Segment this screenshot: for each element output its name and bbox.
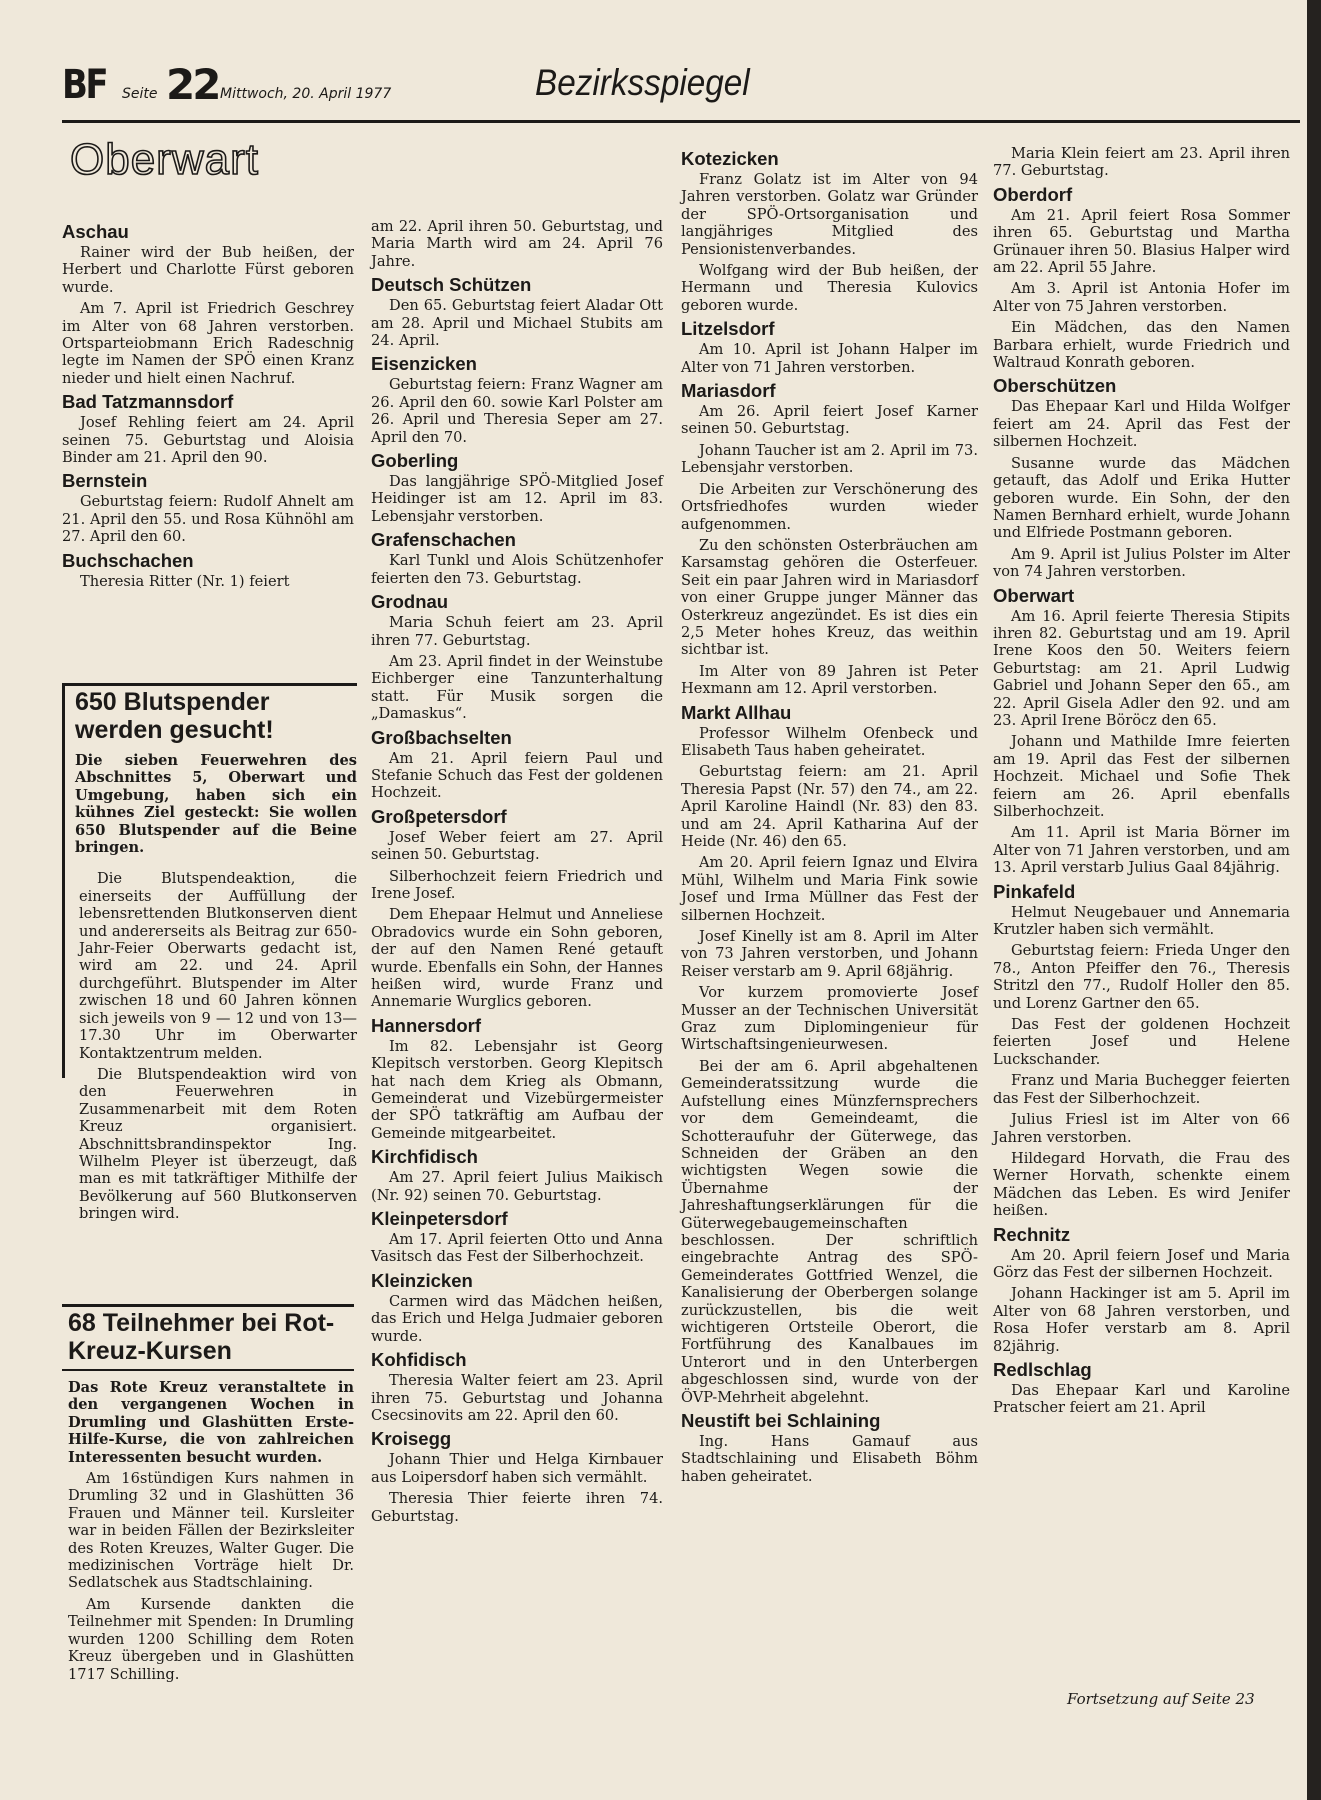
place-heading: Großpetersdorf — [371, 805, 507, 827]
news-paragraph: Am 16. April feierte Theresia Stipits ihren 82. Geburtstag und am 19. April Irene Koos den 50. Weiters feiern Geburtstag: am 21. April Ludwig Gabriel und Johann Seper den 65., am 22. April Gisela Adler den 92. und am 23. April Irene Böröcz den 65. — [993, 607, 1290, 729]
news-paragraph: Carmen wird das Mädchen heißen, das Erich und Helga Judmaier geboren wurde. — [371, 1292, 663, 1345]
news-paragraph: Im 82. Lebensjahr ist Georg Klepitsch verstorben. Georg Klepitsch hat nach dem Krieg als Obmann, Gemeinderat und Vizebürgermeister der SPÖ tatkräftig am Aufbau der Gemeinde mitgearbeitet. — [371, 1037, 663, 1142]
news-paragraph: Am 20. April feiern Ignaz und Elvira Mühl, Wilhelm und Maria Fink sowie Josef und Irma Müllner das Fest der silbernen Hochzeit. — [681, 854, 978, 924]
place-heading: Oberschützen — [993, 375, 1117, 397]
place-heading: Kleinzicken — [371, 1269, 473, 1291]
news-paragraph: Susanne wurde das Mädchen getauft, das Adolf und Erika Hutter geboren wurde. Ein Sohn, der den Namen Bernhard erhielt, wurde Johann und Elfriede Postmann geboren. — [993, 454, 1290, 542]
news-paragraph: Geburtstag feiern: Rudolf Ahnelt am 21. April den 55. und Rosa Kühnöhl am 27. April den 60. — [62, 493, 354, 546]
place-heading: Bad Tatzmannsdorf — [62, 391, 234, 413]
news-paragraph: Bei der am 6. April abgehaltenen Gemeinderatssitzung wurde die Aufstellung eines Münzfernsprechers vor dem Gemeindeamt, die Schotteraufuhr der Güterwege, das Schneiden der Gräben an den wichtigsten Wegen sowie die Übernahme der Jahreshaftungserklärungen für die Güterwegebaugemeinschaften beschlossen. Der schriftlich eingebrachte Antrag des SPÖ-Gemeinderates Gottfried Wenzel, die Kanalisierung der Oberbergen solange zurückzustellen, bis die weit wichtigeren Ortsteile Oberort, die Fortführung des Kanalbaues im Unterort und in den Unterbergen abgeschlossen sind, wurde von der ÖVP-Mehrheit abgelehnt. — [681, 1057, 978, 1406]
place-heading: Kroisegg — [371, 1428, 452, 1450]
blood-donor-box — [62, 683, 357, 1223]
news-paragraph: Am 17. April feierten Otto und Anna Vasitsch das Fest der Silberhochzeit. — [371, 1231, 663, 1266]
box-lead: Die sieben Feuerwehren des Abschnittes 5, Oberwart und Umgebung, haben sich ein kühnes Ziel gesteckt: Sie wollen 650 Blutspender auf die Beine bringen. — [75, 752, 357, 857]
news-paragraph: Die Blutspendeaktion, die einerseits der Auffüllung der lebensrettenden Blutkonserven dient und andererseits als Beitrag zur 650-Jahr-Feier Oberwarts gedacht ist, wird am 22. und 24. April durchgeführt. Blutspender im Alter zwischen 18 und 60 Jahren können sich jeweils von 9 — 12 und von 13—17.30 Uhr im Oberwarter Kontaktzentrum melden. — [79, 870, 357, 1062]
news-paragraph: Johann und Mathilde Imre feierten am 19. April das Fest der silbernen Hochzeit. Michael und Sofie Thek feiern am 26. April ebenfalls Silberhochzeit. — [993, 733, 1290, 820]
continuation-note: Fortsetzung auf Seite 23 — [1067, 1690, 1255, 1708]
place-heading: Oberwart — [993, 584, 1075, 606]
news-paragraph: Das Fest der goldenen Hochzeit feierten Josef und Helene Luckschander. — [993, 1016, 1290, 1068]
place-heading: Litzelsdorf — [681, 318, 775, 340]
column-3 — [681, 145, 978, 1489]
news-paragraph: Am 21. April feiern Paul und Stefanie Schuch das Fest der goldenen Hochzeit. — [371, 749, 663, 802]
news-paragraph: Franz und Maria Buchegger feierten das Fest der Silberhochzeit. — [993, 1072, 1290, 1107]
news-paragraph: Geburtstag feiern: am 21. April Theresia Papst (Nr. 57) den 74., am 22. April Karoline Haindl (Nr. 83) den 83. und am 24. April Katharina Auf der Heide (Nr. 46) den 65. — [681, 763, 978, 850]
news-paragraph: Am 26. April feiert Josef Karner seinen 50. Geburtstag. — [681, 403, 978, 438]
news-paragraph: Am 21. April feiert Rosa Sommer ihren 65. Geburtstag und Martha Grünauer ihren 50. Blasius Halper wird am 22. April 55 Jahre. — [993, 206, 1290, 277]
news-paragraph: Johann Thier und Helga Kirnbauer aus Loipersdorf haben sich vermählt. — [371, 1451, 663, 1486]
place-heading: Redlschlag — [993, 1358, 1092, 1380]
page-edge — [1307, 0, 1321, 1800]
news-paragraph: Theresia Thier feierte ihren 74. Geburtstag. — [371, 1490, 663, 1525]
news-paragraph: Josef Weber feiert am 27. April seinen 50. Geburtstag. — [371, 828, 663, 864]
place-heading: Aschau — [62, 221, 129, 242]
news-paragraph: Am 27. April feiert Julius Maikisch (Nr. 92) seinen 70. Geburtstag. — [371, 1169, 663, 1204]
place-heading: Rechnitz — [993, 1223, 1071, 1245]
issue-date: Mittwoch, 20. April 1977 — [220, 86, 392, 102]
news-paragraph: Am 3. April ist Antonia Hofer im Alter von 75 Jahren verstorben. — [993, 280, 1290, 315]
place-heading: Deutsch Schützen — [371, 274, 532, 296]
place-heading: Großbachselten — [371, 726, 512, 748]
place-heading: Kleinpetersdorf — [371, 1208, 508, 1230]
news-paragraph: Wolfgang wird der Bub heißen, der Hermann und Theresia Kulovics geboren wurde. — [681, 262, 978, 314]
news-paragraph: Josef Kinelly ist am 8. April im Alter von 73 Jahren verstorben, und Johann Reiser verstarb am 9. April 68jährig. — [681, 928, 978, 980]
place-heading: Goberling — [371, 450, 459, 472]
news-paragraph: Das Ehepaar Karl und Karoline Pratscher feiert am 21. April — [993, 1381, 1290, 1417]
news-paragraph: Karl Tunkl und Alois Schützenhofer feierten den 73. Geburtstag. — [371, 552, 663, 587]
continued-paragraph: Maria Klein feiert am 23. April ihren 77. Geburtstag. — [993, 145, 1290, 180]
news-paragraph: Am 20. April feiern Josef und Maria Görz das Fest der silbernen Hochzeit. — [993, 1246, 1290, 1281]
page-number: 22 — [166, 60, 219, 109]
news-paragraph: Die Arbeiten zur Verschönerung des Ortsfriedhofes wurden wieder aufgenommen. — [681, 480, 978, 533]
news-paragraph: Rainer wird der Bub heißen, der Herbert und Charlotte Fürst geboren wurde. — [62, 244, 354, 296]
box-headline: 650 Blutspender werden gesucht! — [75, 688, 274, 744]
news-paragraph: Ing. Hans Gamauf aus Stadtschlaining und Elisabeth Böhm haben geheiratet. — [681, 1433, 978, 1485]
red-cross-box — [62, 1304, 354, 1687]
place-heading: Buchschachen — [62, 549, 194, 571]
news-paragraph: Den 65. Geburtstag feiert Aladar Ott am 28. April und Michael Stubits am 24. April. — [371, 297, 663, 350]
column-1 — [62, 218, 354, 594]
column-2-sections — [371, 274, 663, 1525]
place-heading: Kohfidisch — [371, 1349, 467, 1371]
box-headline: 68 Teilnehmer bei Rot-Kreuz-Kursen — [62, 1309, 354, 1371]
news-paragraph: Das Ehepaar Karl und Hilda Wolfger feiert am 24. April das Fest der silbernen Hochzeit. — [993, 398, 1290, 451]
news-paragraph: Hildegard Horvath, die Frau des Werner Horvath, schenkte einem Mädchen das Leben. Es wird Jenifer heißen. — [993, 1149, 1290, 1220]
place-heading: Markt Allhau — [681, 701, 792, 723]
place-heading: Kotezicken — [681, 148, 779, 169]
news-paragraph: Am 7. April ist Friedrich Geschrey im Alter von 68 Jahren verstorben. Ortsparteiobmann Erich Radeschnig legte im Namen der SPÖ einen Kranz nieder und hielt einen Nachruf. — [62, 300, 354, 387]
place-heading: Kirchfidisch — [371, 1146, 478, 1168]
header-rule — [62, 120, 1300, 123]
news-paragraph: Vor kurzem promovierte Josef Musser an der Technischen Universität Graz zum Diplomingenieur für Wirtschaftsingenieurwesen. — [681, 984, 978, 1054]
news-paragraph: Am Kursende dankten die Teilnehmer mit Spenden: In Drumling wurden 1200 Schilling dem Roten Kreuz übergeben und in Glashütten 1717 Schilling. — [68, 1595, 354, 1683]
section-title: Bezirksspiegel — [535, 62, 750, 103]
place-heading: Oberdorf — [993, 183, 1073, 205]
news-paragraph: Geburtstag feiern: Frieda Unger den 78., Anton Pfeiffer den 76., Theresis Stritzl den 77., Rudolf Holler den 85. und Lorenz Gartner den 65. — [993, 942, 1290, 1012]
news-paragraph: Geburtstag feiern: Franz Wagner am 26. April den 60. sowie Karl Polster am 26. April und Theresia Seper am 27. April den 70. — [371, 376, 663, 446]
news-paragraph: Julius Friesl ist im Alter von 66 Jahren verstorben. — [993, 1111, 1290, 1146]
place-heading: Pinkafeld — [993, 880, 1076, 902]
news-paragraph: Die Blutspendeaktion wird von den Feuerwehren in Zusammenarbeit mit dem Roten Kreuz organisiert. Abschnittsbrandinspektor Ing. Wilhelm Pleyer ist überzeugt, daß man es mit tatkräftiger Mithilfe der Bevölkerung auf 560 Blutkonserven bringen wird. — [79, 1065, 357, 1223]
box-lead: Das Rote Kreuz veranstaltete in den vergangenen Wochen in Drumling und Glashütten Erste-Hilfe-Kurse, die von zahlreichen Interessenten besucht wurden. — [68, 1379, 354, 1466]
place-heading: Grafenschachen — [371, 529, 516, 551]
news-paragraph: Maria Schuh feiert am 23. April ihren 77. Geburtstag. — [371, 614, 663, 649]
place-heading: Grodnau — [371, 591, 449, 613]
box-body — [62, 1470, 354, 1683]
place-heading: Eisenzicken — [371, 353, 477, 375]
logo: BF — [62, 62, 107, 108]
news-paragraph: Am 16stündigen Kurs nahmen in Drumling 32 und in Glashütten 36 Frauen und Männer teil. Kursleiter war in beiden Fällen der Bezirksleiter des Roten Kreuzes, Walter Guger. Die medizinischen Vorträge hielt Dr. Sedlatschek aus Stadtschlaining. — [68, 1470, 354, 1592]
news-paragraph: Im Alter von 89 Jahren ist Peter Hexmann am 12. April verstorben. — [681, 662, 978, 698]
news-paragraph: Zu den schönsten Osterbräuchen am Karsamstag gehören die Osterfeuer. Seit ein paar Jahren wird in Mariasdorf von einer Gruppe junger Männer das Osterkreuz angezündet. Es ist dies ein 2,5 Meter hohes Kreuz, das weithin sichtbar ist. — [681, 536, 978, 659]
page-label: Seite — [122, 86, 158, 102]
box-body — [65, 870, 357, 1222]
news-paragraph: Johann Taucher ist am 2. April im 73. Lebensjahr verstorben. — [681, 441, 978, 477]
news-paragraph: Theresia Ritter (Nr. 1) feiert — [80, 572, 290, 590]
news-paragraph: Johann Hackinger ist am 5. April im Alter von 68 Jahren verstorben, und Rosa Hofer verstarb am 8. April 82jährig. — [993, 1285, 1290, 1355]
news-paragraph: Ein Mädchen, das den Namen Barbara erhielt, wurde Friedrich und Waltraud Konrath geboren. — [993, 319, 1290, 372]
news-paragraph: Am 10. April ist Johann Halper im Alter von 71 Jahren verstorben. — [681, 341, 978, 376]
news-paragraph: Franz Golatz ist im Alter von 94 Jahren verstorben. Golatz war Gründer der SPÖ-Ortsorganisation und langjähriges Mitglied des Pensionistenverbandes. — [681, 171, 978, 258]
news-paragraph: Josef Rehling feiert am 24. April seinen 75. Geburtstag und Aloisia Binder am 21. April den 90. — [62, 414, 354, 467]
place-heading: Hannersdorf — [371, 1014, 481, 1036]
place-heading: Mariasdorf — [681, 380, 776, 402]
news-paragraph: Am 23. April findet in der Weinstube Eichberger eine Tanzunterhaltung statt. Für Musik sorgen die „Damaskus“. — [371, 652, 663, 723]
news-paragraph: Silberhochzeit feiern Friedrich und Irene Josef. — [371, 867, 663, 902]
news-paragraph: Theresia Walter feiert am 23. April ihren 75. Geburtstag und Johanna Csecsinovits am 22. April den 60. — [371, 1372, 663, 1424]
column-2 — [371, 218, 663, 1529]
news-paragraph: Am 9. April ist Julius Polster im Alter von 74 Jahren verstorben. — [993, 545, 1290, 581]
place-heading: Neustift bei Schlaining — [681, 1410, 881, 1431]
district-banner: Oberwart — [70, 135, 259, 184]
column-4-sections — [993, 184, 1290, 1417]
news-paragraph: Helmut Neugebauer und Annemaria Krutzler haben sich vermählt. — [993, 903, 1290, 939]
column-4 — [993, 145, 1290, 1421]
page-header — [62, 62, 1262, 112]
news-paragraph: Am 11. April ist Maria Börner im Alter von 71 Jahren verstorben, und am 13. April verstarb Julius Gaal 84jährig. — [993, 824, 1290, 877]
continued-paragraph: am 22. April ihren 50. Geburtstag, und Maria Marth wird am 24. April 76 Jahre. — [371, 218, 663, 270]
news-paragraph: Professor Wilhelm Ofenbeck und Elisabeth Taus haben geheiratet. — [681, 724, 978, 759]
news-paragraph: Das langjährige SPÖ-Mitglied Josef Heidinger ist am 12. April im 83. Lebensjahr verstorben. — [371, 473, 663, 525]
place-heading: Bernstein — [62, 470, 148, 492]
news-paragraph: Dem Ehepaar Helmut und Anneliese Obradovics wurde ein Sohn geboren, der auf den Namen René getauft wurde. Ebenfalls ein Sohn, der Hannes heißen wird, wurde Franz und Annemarie Wurglics geboren. — [371, 906, 663, 1011]
